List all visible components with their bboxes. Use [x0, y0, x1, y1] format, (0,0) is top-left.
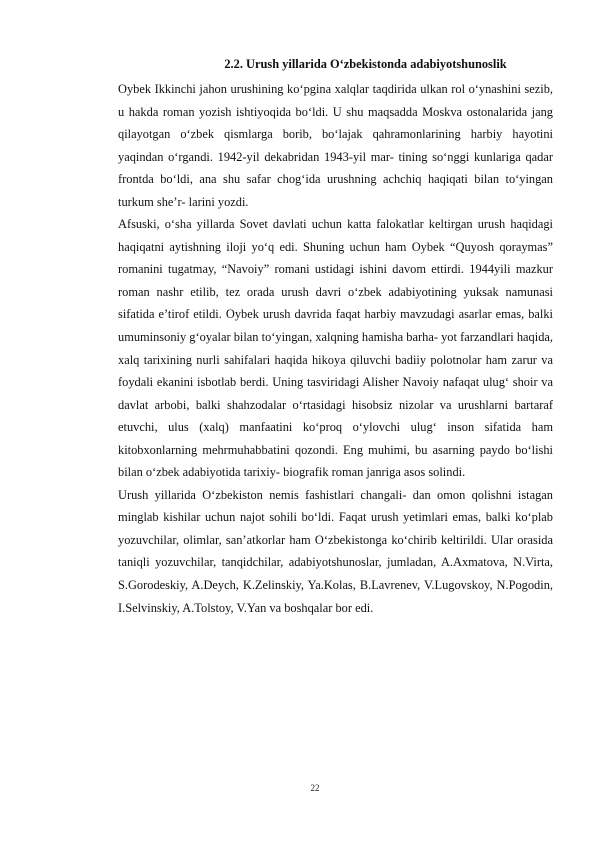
section-heading: 2.2. Urush yillarida O‘zbekistonda adabiyotshunoslik [224, 57, 507, 71]
page-content [118, 55, 553, 619]
paragraph-1: Oybek Ikkinchi jahon urushining ko‘pgina xalqlar taqdirida ulkan rol o‘ynashini sezib, u hakda roman yozish ishtiyoqida bo‘ldi. U shu maqsadda Moskva ostonalarida jang qilayotgan o‘zbek qismlarga borib, bo‘lajak qahramonlarining harbiy hayotini yaqindan o‘rgandi. 1942-yil dekabridan 1943-yil mar- tining so‘nggi kunlariga qadar frontda bo‘ldi, ana shu safar chog‘ida urushning achchiq haqiqati bilan to‘yingan turkum she’r- larini yozdi. [118, 82, 553, 209]
paragraph-3: Urush yillarida O‘zbekiston nemis fashistlari changali- dan omon qolishni istagan minglab kishilar uchun najot sohili bo‘ldi. Faqat urush yetimlari emas, balki ko‘plab yozuvchilar, olimlar, san’atkorlar ham O‘zbekistonga ko‘chirib keltirildi. Ular orasida taniqli yozuvchilar, tanqidchilar, adabiyotshunoslar, jumladan, A.Axmatova, N.Virta, S.Gorodeskiy, A.Deych, K.Zelinskiy, Ya.Kolas, B.Lavrenev, V.Lugovskoy, N.Pogodin, I.Selvinskiy, A.Tolstoy, V.Yan va boshqalar bor edi. [118, 487, 553, 615]
paragraph-2: Afsuski, o‘sha yillarda Sovet davlati uchun katta falokatlar keltirgan urush haqidagi haqiqatni aytishning iloji yo‘q edi. Shuning uchun ham Oybek “Quyosh qoraymas” romanini tugatmay, “Navoiy” romani ustidagi ishini davom ettirdi. 1944yili mazkur roman nashr etilib, tez orada urush davri o‘zbek adabiyotining yuksak namunasi sifatida e’tirof etildi. Oybek urush davrida faqat harbiy mavzudagi asarlar emas, balki umuminsoniy g‘oyalar bilan to‘yingan, xalqning hamisha barha- yot farzandlari haqida, xalq tarixining nurli sahifalari haqida hikoya qiluvchi badiiy polotnolar ham zarur va foydali ekanini isbotlab berdi. Uning tasviridagi Alisher Navoiy nafaqat ulug‘ shoir va davlat arbobi, balki shahzodalar o‘rtasidagi hisobsiz nizolar va urushlarni bartaraf etuvchi, ulus (xalq) manfaatini ko‘proq o‘ylovchi ulug‘ inson sifatida ham kitobxonlarning mehrmuhabbatini qozondi. Eng muhimi, bu asarning paydo bo‘lishi bilan o‘zbek adabiyotida tarixiy- biografik roman janriga asos solindi. [118, 217, 553, 480]
page-number: 22 [310, 783, 320, 793]
